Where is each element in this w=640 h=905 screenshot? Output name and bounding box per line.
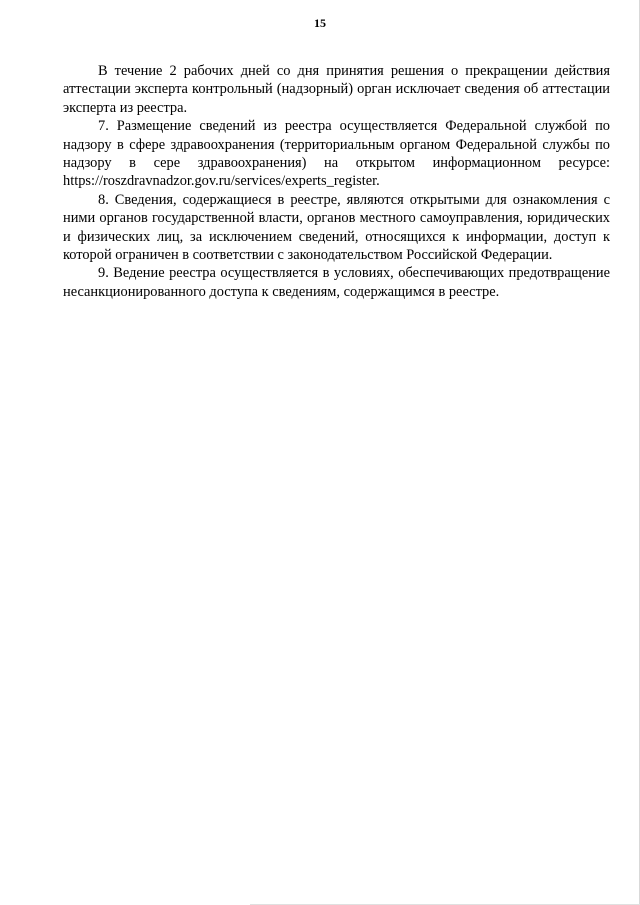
page-number: 15 [314, 16, 326, 30]
paragraph-7-register-publication: 7. Размещение сведений из реестра осуществляется Федеральной службой по надзору в сфере здравоохранения (территориальным органом Федеральной службы по надзору в сере здравоохранения) на открытом информационном ресурсе: https://roszdravnadzor.gov.ru/services/experts_register. [63, 118, 610, 190]
paragraph-termination-exclusion: В течение 2 рабочих дней со дня принятия решения о прекращении действия аттестации эксперта контрольный (надзорный) орган исключает сведения об аттестации эксперта из реестра. [63, 63, 610, 116]
document-body [63, 62, 610, 301]
paragraph-9-register-protection: 9. Ведение реестра осуществляется в условиях, обеспечивающих предотвращение несанкционированного доступа к сведениям, содержащимся в реестре. [63, 265, 610, 300]
paragraph-8-open-access: 8. Сведения, содержащиеся в реестре, являются открытыми для ознакомления с ними органов государственной власти, органов местного самоуправления, юридических и физических лиц, за исключением сведений, относящихся к информации, доступ к которой ограничен в соответствии с законодательством Российской Федерации. [63, 191, 610, 264]
